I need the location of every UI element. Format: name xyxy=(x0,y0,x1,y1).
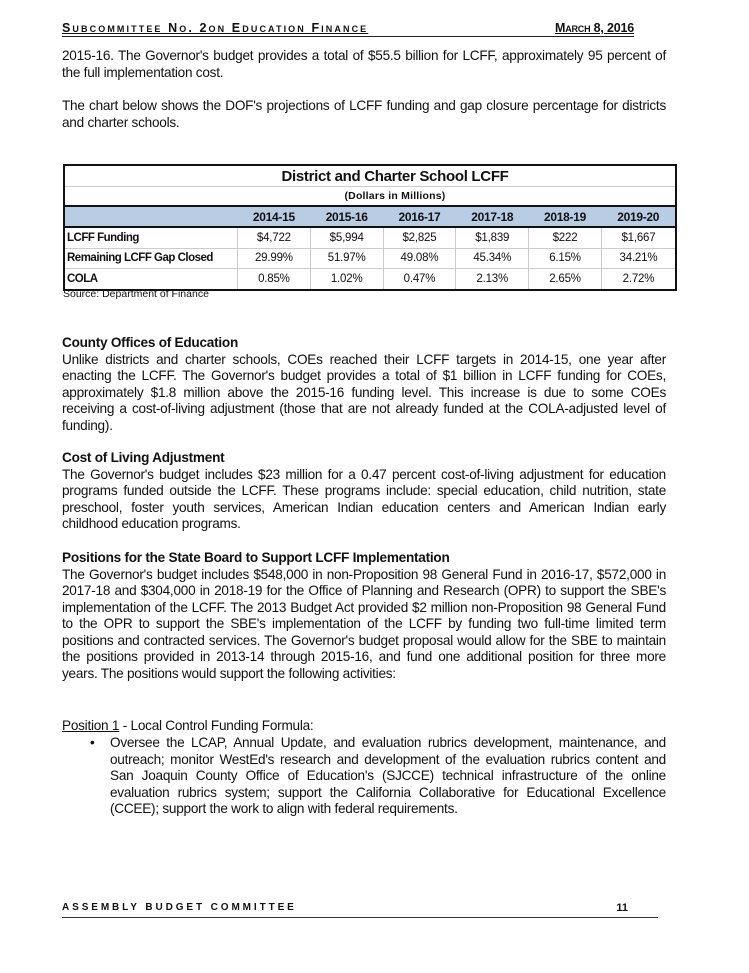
table-header-row xyxy=(64,206,676,227)
section-heading: Cost of Living Adjustment xyxy=(62,450,225,465)
intro-paragraph: 2015-16. The Governor's budget provides a total of $55.5 billion for LCFF, approximately 95 percent of the full implementation cost. xyxy=(62,48,666,80)
section-body: The Governor's budget includes $548,000 in non-Proposition 98 General Fund in 2016-17, $572,000 in 2017-18 and $304,000 in 2018-19 for the Office of Planning and Research (OPR) to support the SBE's implementation of the LCFF. The 2013 Budget Act provided $2 million non-Proposition 98 General Fund to the OPR to support the SBE's implementation of the LCFF by funding two full-time limited term positions and contracted services. The Governor's budget proposal would allow for the SBE to maintain the positions provided in 2013-14 through 2015-16, and fund one additional position for three more years. The positions would support the following activities: xyxy=(62,566,666,681)
page-number: 11 xyxy=(616,902,628,914)
table-col-header: 2017-18 xyxy=(456,206,529,227)
section-county-offices xyxy=(62,335,666,434)
table-header-blank xyxy=(64,206,238,227)
table-col-header: 2015-16 xyxy=(310,206,383,227)
section-sbe-positions xyxy=(62,550,666,682)
section-heading: Positions for the State Board to Support LCFF Implementation xyxy=(62,550,450,565)
table-cell: 2.13% xyxy=(456,269,529,290)
footer-committee-name: ASSEMBLY BUDGET COMMITTEE xyxy=(62,902,297,913)
table-cell: 6.15% xyxy=(529,248,602,269)
table-cell: 49.08% xyxy=(383,248,456,269)
table-col-header: 2016-17 xyxy=(383,206,456,227)
table-source: Source: Department of Finance xyxy=(63,288,209,300)
section-cola xyxy=(62,450,666,533)
row-label: LCFF Funding xyxy=(64,227,238,248)
page-footer xyxy=(62,902,658,918)
table-cell: 34.21% xyxy=(601,248,676,269)
table-cell: $2,825 xyxy=(383,227,456,248)
page-header xyxy=(62,20,634,37)
table-cell: $4,722 xyxy=(238,227,311,248)
table-cell: 0.85% xyxy=(238,269,311,290)
table-row xyxy=(64,248,676,269)
position-1-subtitle: - Local Control Funding Formula: xyxy=(119,718,314,733)
table-cell: $222 xyxy=(529,227,602,248)
table-cell: 51.97% xyxy=(310,248,383,269)
table-cell: 1.02% xyxy=(310,269,383,290)
table-cell: 2.72% xyxy=(601,269,676,290)
bullet-icon: • xyxy=(90,735,95,750)
position-1-title: Position 1 xyxy=(62,718,120,733)
section-body: Unlike districts and charter schools, COEs reached their LCFF targets in 2014-15, one year after enacting the LCFF. The Governor's budget provides a total of $1 billion in LCFF funding for COEs, approximately $1.8 million above the 2015-16 funding level. This increase is due to some COEs receiving a cost-of-living adjustment (those that are not already funded at the COLA-adjusted level of funding). xyxy=(62,351,666,433)
table-cell: 2.65% xyxy=(529,269,602,290)
table-cell: 45.34% xyxy=(456,248,529,269)
table-col-header: 2018-19 xyxy=(529,206,602,227)
section-body: The Governor's budget includes $23 million for a 0.47 percent cost-of-living adjustment for education programs funded outside the LCFF. These programs include: special education, child nutrition, state preschool, foster youth services, American Indian education centers and American Indian early childhood education programs. xyxy=(62,466,666,531)
bullet-text: Oversee the LCAP, Annual Update, and evaluation rubrics development, maintenance, and outreach; monitor WestEd's research and development of the evaluation rubrics content and San Joaquin County Office of Education's (SJCCE) technical infrastructure of the online evaluation rubrics system; support the California Collaborative for Educational Excellence (CCEE); support the work to align with federal requirements. xyxy=(110,735,666,816)
table-cell: 29.99% xyxy=(238,248,311,269)
table-title: District and Charter School LCFF xyxy=(64,165,676,187)
position-1-label xyxy=(62,718,313,733)
table-cell: $5,994 xyxy=(310,227,383,248)
table-row xyxy=(64,227,676,248)
table-title-row xyxy=(64,165,676,187)
table-row xyxy=(64,269,676,290)
header-committee-title: Subcommittee No. 2on Education Finance xyxy=(62,21,369,35)
table-cell: $1,667 xyxy=(601,227,676,248)
table-col-header: 2014-15 xyxy=(238,206,311,227)
table-subtitle: (Dollars in Millions) xyxy=(344,190,446,202)
row-label: COLA xyxy=(64,269,238,290)
row-label: Remaining LCFF Gap Closed xyxy=(64,248,238,269)
chart-intro-paragraph: The chart below shows the DOF's projections of LCFF funding and gap closure percentage for districts and charter schools. xyxy=(62,98,666,130)
table-col-header: 2019-20 xyxy=(601,206,676,227)
table-cell: $1,839 xyxy=(456,227,529,248)
table-subtitle-row xyxy=(64,187,676,207)
section-heading: County Offices of Education xyxy=(62,335,239,350)
lcff-table xyxy=(63,164,677,291)
header-date: March 8, 2016 xyxy=(555,21,634,35)
table-cell: 0.47% xyxy=(383,269,456,290)
